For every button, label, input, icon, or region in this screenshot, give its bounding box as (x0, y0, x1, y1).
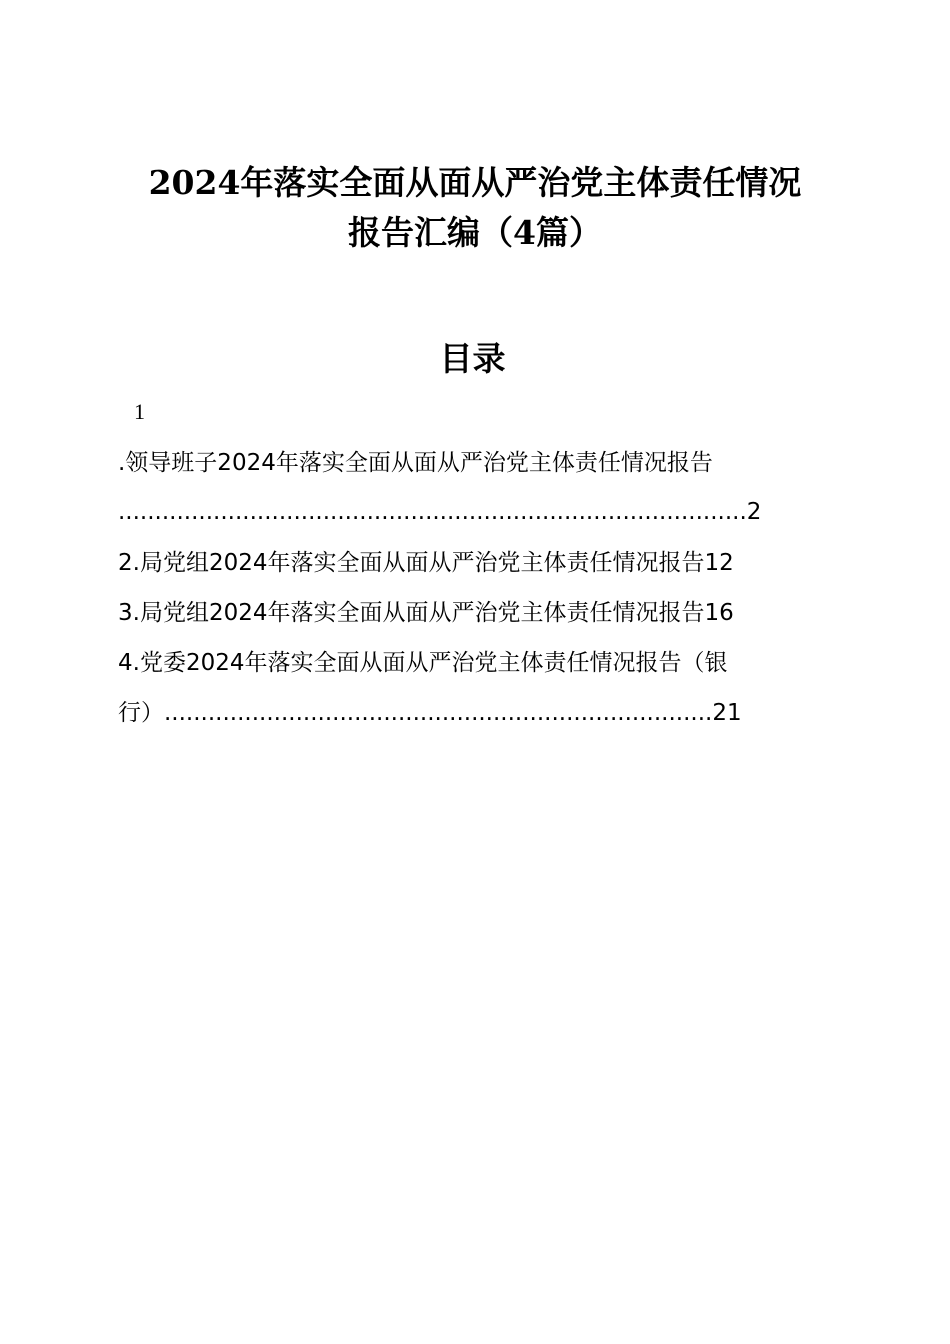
document-title-line-1: 2024年落实全面从面从严治党主体责任情况 (148, 163, 802, 202)
toc-entry-2[interactable] (118, 546, 828, 580)
toc-entry-3-page: 16 (704, 600, 734, 626)
document-title-line-2: 报告汇编（4篇） (348, 213, 602, 252)
toc-entry-4-leader: ........................................................................... (164, 700, 713, 726)
toc-entry-2-text: 2.局党组2024年落实全面从面从严治党主体责任情况报告 (118, 550, 705, 576)
toc-entry-3-text: 3.局党组2024年落实全面从面从严治党主体责任情况报告 (118, 600, 705, 626)
toc-entry-4[interactable] (118, 646, 828, 680)
toc-entry-4-text-cont: 行） (118, 700, 164, 726)
toc-entry-1-leader: ...................................................................................... (118, 499, 747, 525)
toc-entry-4-page: 21 (712, 700, 742, 726)
toc-entry-1-number: 1 (134, 399, 145, 424)
toc-entry-3[interactable] (118, 596, 828, 630)
toc-entry-1-page: 2 (746, 499, 762, 525)
toc-entry-4-continuation[interactable] (118, 696, 828, 730)
toc-entry-1[interactable] (118, 446, 828, 480)
toc-entry-4-text: 4.党委2024年落实全面从面从严治党主体责任情况报告（银 (118, 650, 728, 676)
toc-heading: 目录 (439, 339, 506, 378)
toc-entry-2-page: 12 (704, 550, 734, 576)
toc-entry-1-leader-line[interactable] (118, 495, 828, 529)
toc-entry-1-text: .领导班子2024年落实全面从面从严治党主体责任情况报告 (118, 450, 713, 476)
